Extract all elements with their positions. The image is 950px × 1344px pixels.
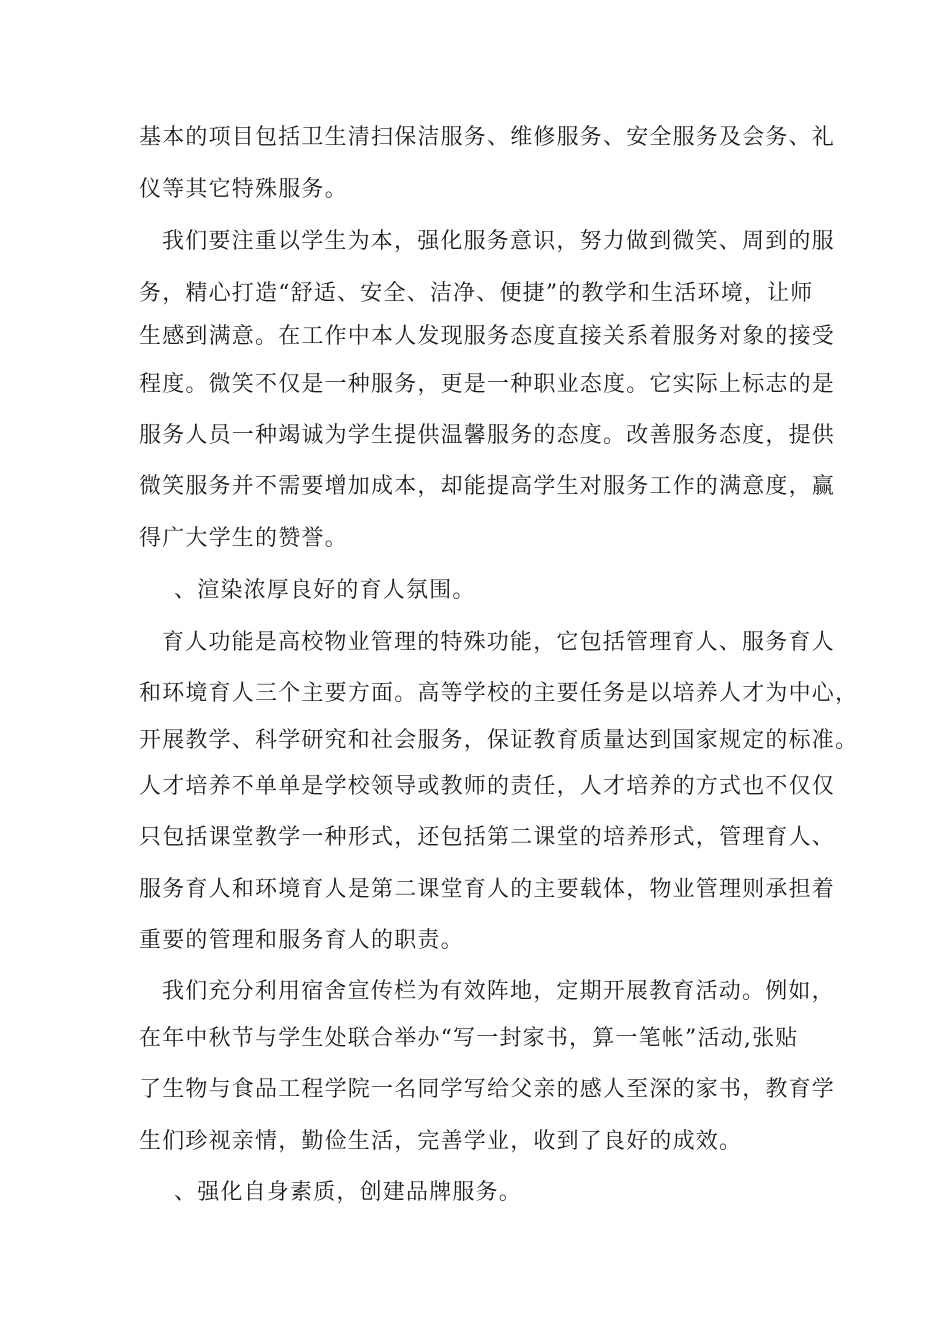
- text-line: 重要的管理和服务育人的职责。: [139, 928, 464, 953]
- text-line: 程度。微笑不仅是一种服务，更是一种职业态度。它实际上标志的是: [139, 372, 836, 397]
- text-line: 生感到满意。在工作中本人发现服务态度直接关系着服务对象的接受: [139, 324, 836, 349]
- text-line: 生们珍视亲情，勤俭生活，完善学业，收到了良好的成效。: [139, 1129, 743, 1154]
- text-line: 基本的项目包括卫生清扫保洁服务、维修服务、安全服务及会务、礼: [139, 125, 836, 150]
- text-line: 服务育人和环境育人是第二课堂育人的主要载体，物业管理则承担着: [139, 877, 836, 902]
- section-heading: 、渲染浓厚良好的育人氛围。: [174, 578, 476, 603]
- section-heading: 、强化自身素质，创建品牌服务。: [174, 1180, 523, 1205]
- text-line: 开展教学、科学研究和社会服务，保证教育质量达到国家规定的标准。: [139, 728, 859, 753]
- text-line: 服务人员一种竭诚为学生提供温馨服务的态度。改善服务态度，提供: [139, 423, 836, 448]
- text-line: 我们要注重以学生为本，强化服务意识，努力做到微笑、周到的服: [162, 229, 835, 254]
- text-line: 务，精心打造“舒适、安全、洁净、便捷”的教学和生活环境，让师: [139, 281, 814, 306]
- text-line: 只包括课堂教学一种形式，还包括第二课堂的培养形式，管理育人、: [139, 825, 836, 850]
- text-line: 和环境育人三个主要方面。高等学校的主要任务是以培养人才为中心，: [139, 681, 859, 706]
- text-line: 得广大学生的赞誉。: [139, 526, 348, 551]
- text-line: 在年中秋节与学生处联合举办“写一封家书，算一笔帐”活动,张贴: [139, 1026, 799, 1051]
- text-line: 仪等其它特殊服务。: [139, 177, 348, 202]
- text-line: 我们充分利用宿舍宣传栏为有效阵地，定期开展教育活动。例如，: [162, 979, 835, 1004]
- text-line: 人才培养不单单是学校领导或教师的责任，人才培养的方式也不仅仅: [139, 774, 836, 799]
- text-line: 了生物与食品工程学院一名同学写给父亲的感人至深的家书，教育学: [139, 1077, 836, 1102]
- text-line: 育人功能是高校物业管理的特殊功能，它包括管理育人、服务育人: [162, 630, 835, 655]
- text-line: 微笑服务并不需要增加成本，却能提高学生对服务工作的满意度，赢: [139, 474, 836, 499]
